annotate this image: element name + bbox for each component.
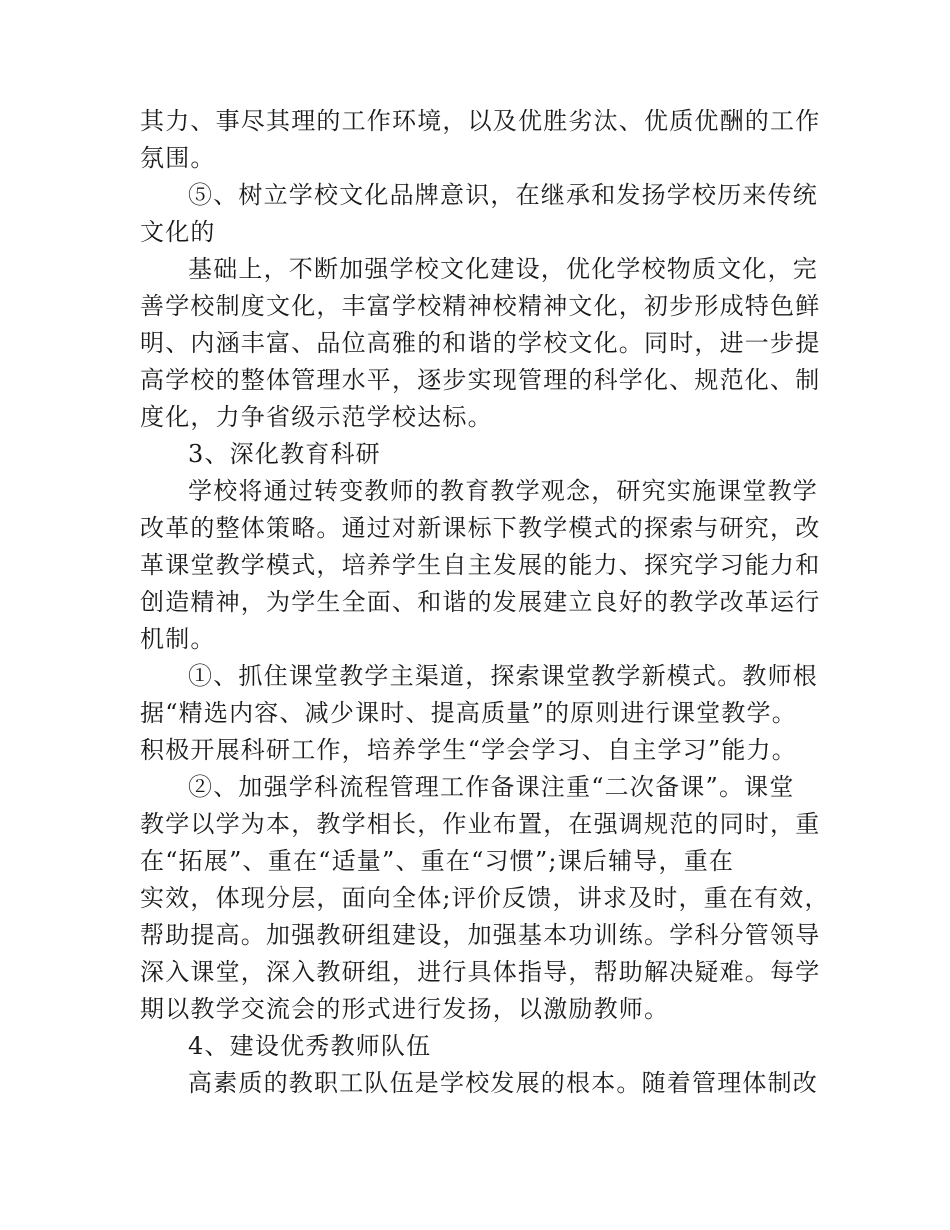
text-line: 帮助提高。加强教研组建设，加强基本功训练。学科分管领导 xyxy=(140,921,821,949)
text-line: 积极开展科研工作，培养学生“学会学习、自主学习”能力。 xyxy=(140,736,797,764)
text-line: 在“拓展”、重在“适量”、重在“习惯”;课后辅导，重在 xyxy=(140,847,735,875)
text-line: 革课堂教学模式，培养学生自主发展的能力、探究学习能力和 xyxy=(140,551,821,579)
text-line: 改革的整体策略。通过对新课标下教学模式的探索与研究，改 xyxy=(140,514,821,542)
text-line: 创造精神，为学生全面、和谐的发展建立良好的教学改革运行 xyxy=(140,588,821,616)
text-line: ②、加强学科流程管理工作备课注重“二次备课”。课堂 xyxy=(188,773,795,801)
text-line: 文化的 xyxy=(140,218,216,246)
text-line: ①、抓住课堂教学主渠道，探索课堂教学新模式。教师根 xyxy=(188,662,818,690)
text-line: 其力、事尽其理的工作环境，以及优胜劣汰、优质优酬的工作 xyxy=(140,107,821,135)
text-line: 善学校制度文化，丰富学校精神校精神文化，初步形成特色鲜 xyxy=(140,292,821,320)
text-line: 基础上，不断加强学校文化建设，优化学校物质文化，完 xyxy=(188,255,818,283)
text-line: 深入课堂，深入教研组，进行具体指导，帮助解决疑难。每学 xyxy=(140,958,821,986)
text-line: 教学以学为本，教学相长，作业布置，在强调规范的同时，重 xyxy=(140,810,821,838)
text-line: 高学校的整体管理水平，逐步实现管理的科学化、规范化、制 xyxy=(140,366,821,394)
section-heading: 4、建设优秀教师队伍 xyxy=(188,1032,432,1060)
text-line: 实效，体现分层，面向全体;评价反馈，讲求及时，重在有效， xyxy=(140,884,830,912)
text-line: 氛围。 xyxy=(140,144,216,172)
text-line: 机制。 xyxy=(140,625,216,653)
text-line: 度化，力争省级示范学校达标。 xyxy=(140,403,493,431)
text-line: 据“精选内容、减少课时、提高质量”的原则进行课堂教学。 xyxy=(140,699,797,727)
text-line: 明、内涵丰富、品位高雅的和谐的学校文化。同时，进一步提 xyxy=(140,329,821,357)
text-line: 学校将通过转变教师的教育教学观念，研究实施课堂教学 xyxy=(188,477,818,505)
section-heading: 3、深化教育科研 xyxy=(188,440,381,468)
text-line: 高素质的教职工队伍是学校发展的根本。随着管理体制改 xyxy=(188,1069,818,1097)
text-line: 期以教学交流会的形式进行发扬，以激励教师。 xyxy=(140,995,670,1023)
text-line: ⑤、树立学校文化品牌意识，在继承和发扬学校历来传统 xyxy=(188,181,818,209)
